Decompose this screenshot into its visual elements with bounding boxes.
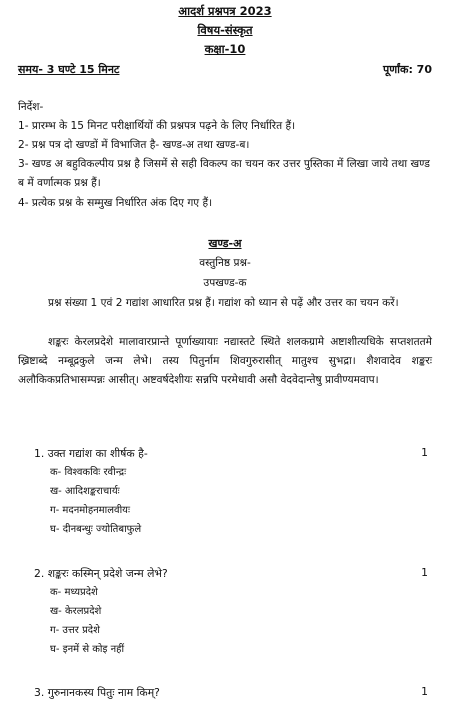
instructions-heading: निर्देश-: [18, 101, 44, 113]
subsection-title: उपखण्ड-क: [203, 277, 247, 289]
section-subtitle: वस्तुनिष्ठ प्रश्न-: [199, 257, 251, 269]
time-allowed: समय- 3 घण्टे 15 मिनट: [18, 63, 120, 76]
question-text: 3. गुरुनानकस्य पितुः नाम किम्?: [34, 686, 160, 699]
question-3: [34, 685, 432, 700]
subject-line: विषय-संस्कृत: [197, 23, 253, 37]
question-2: [34, 566, 432, 659]
question-marks: 1: [421, 566, 428, 579]
option: ग- मदनमोहनमालवीयः: [50, 505, 131, 516]
question-marks: 1: [421, 685, 428, 698]
option: ग- उत्तर प्रदेशे: [50, 625, 100, 636]
instruction-item: 1- प्रारम्भ के 15 मिनट परीक्षार्थियों की प्रश्नपत्र पढ़ने के लिए निर्धारित हैं।: [18, 120, 296, 132]
instruction-item: 2- प्रश्न पत्र दो खण्डों में विभाजित है- खण्ड-अ तथा खण्ड-ब।: [18, 139, 250, 151]
section-title: खण्ड-अ: [208, 237, 242, 250]
class-line: कक्षा-10: [204, 42, 246, 56]
time-marks-row: [18, 62, 432, 77]
max-marks: पूर्णांक: 70: [382, 63, 432, 76]
question-1: [34, 446, 432, 539]
option: क- विश्वकविः रवीन्द्रः: [50, 467, 127, 478]
option: घ- दीनबन्धुः ज्योतिबाफुले: [50, 524, 142, 535]
instruction-item: 3- खण्ड अ बहुविकल्पीय प्रश्न है जिसमें से सही विकल्प का चयन कर उत्तर पुस्तिका में लिखा जाये तथा खण्ड ब में वर्णात्मक प्रश्न हैं।: [18, 158, 430, 189]
question-text: 1. उक्त गद्यांश का शीर्षक है-: [34, 447, 148, 460]
option: क- मध्यप्रदेशे: [50, 587, 98, 598]
question-marks: 1: [421, 446, 428, 459]
option: ख- केरलप्रदेशे: [50, 606, 102, 617]
instruction-item: 4- प्रत्येक प्रश्न के सम्मुख निर्धारित अंक दिए गए हैं।: [18, 197, 213, 209]
passage-text: शङ्करः केरलप्रदेशे मालावारप्रान्ते पूर्णाख्यायाः नद्यास्तटे स्थिते शलकग्रामे अष्टाशीत्यधिके सप्तशततमे ख्रिष्टाब्दे नम्बूद्रकुले जन्म लेभे। तस्य पितुर्नाम शिवगुरुरासीत् मातुश्च सुभद्रा। शैशवादेव शङ्करः अलौकिकप्रतिभासम्पन्नः आसीत्। अष्टवर्षदेशीयः सन्नपि परमेधावी असौ वेदवेदान्तेषु प्रावीण्यमवाप।: [18, 336, 432, 386]
question-text: 2. शङ्करः कस्मिन् प्रदेशे जन्म लेभे?: [34, 567, 168, 580]
option: ख- आदिशङ्कराचार्यः: [50, 486, 120, 497]
option: घ- इनमें से कोइ नहीं: [50, 644, 125, 655]
paper-title: आदर्श प्रश्नपत्र 2023: [178, 4, 272, 18]
passage-intro: प्रश्न संख्या 1 एवं 2 गद्यांश आधारित प्रश्न हैं। गद्यांश को ध्यान से पढ़ें और उत्तर का चयन करें।: [48, 297, 399, 309]
